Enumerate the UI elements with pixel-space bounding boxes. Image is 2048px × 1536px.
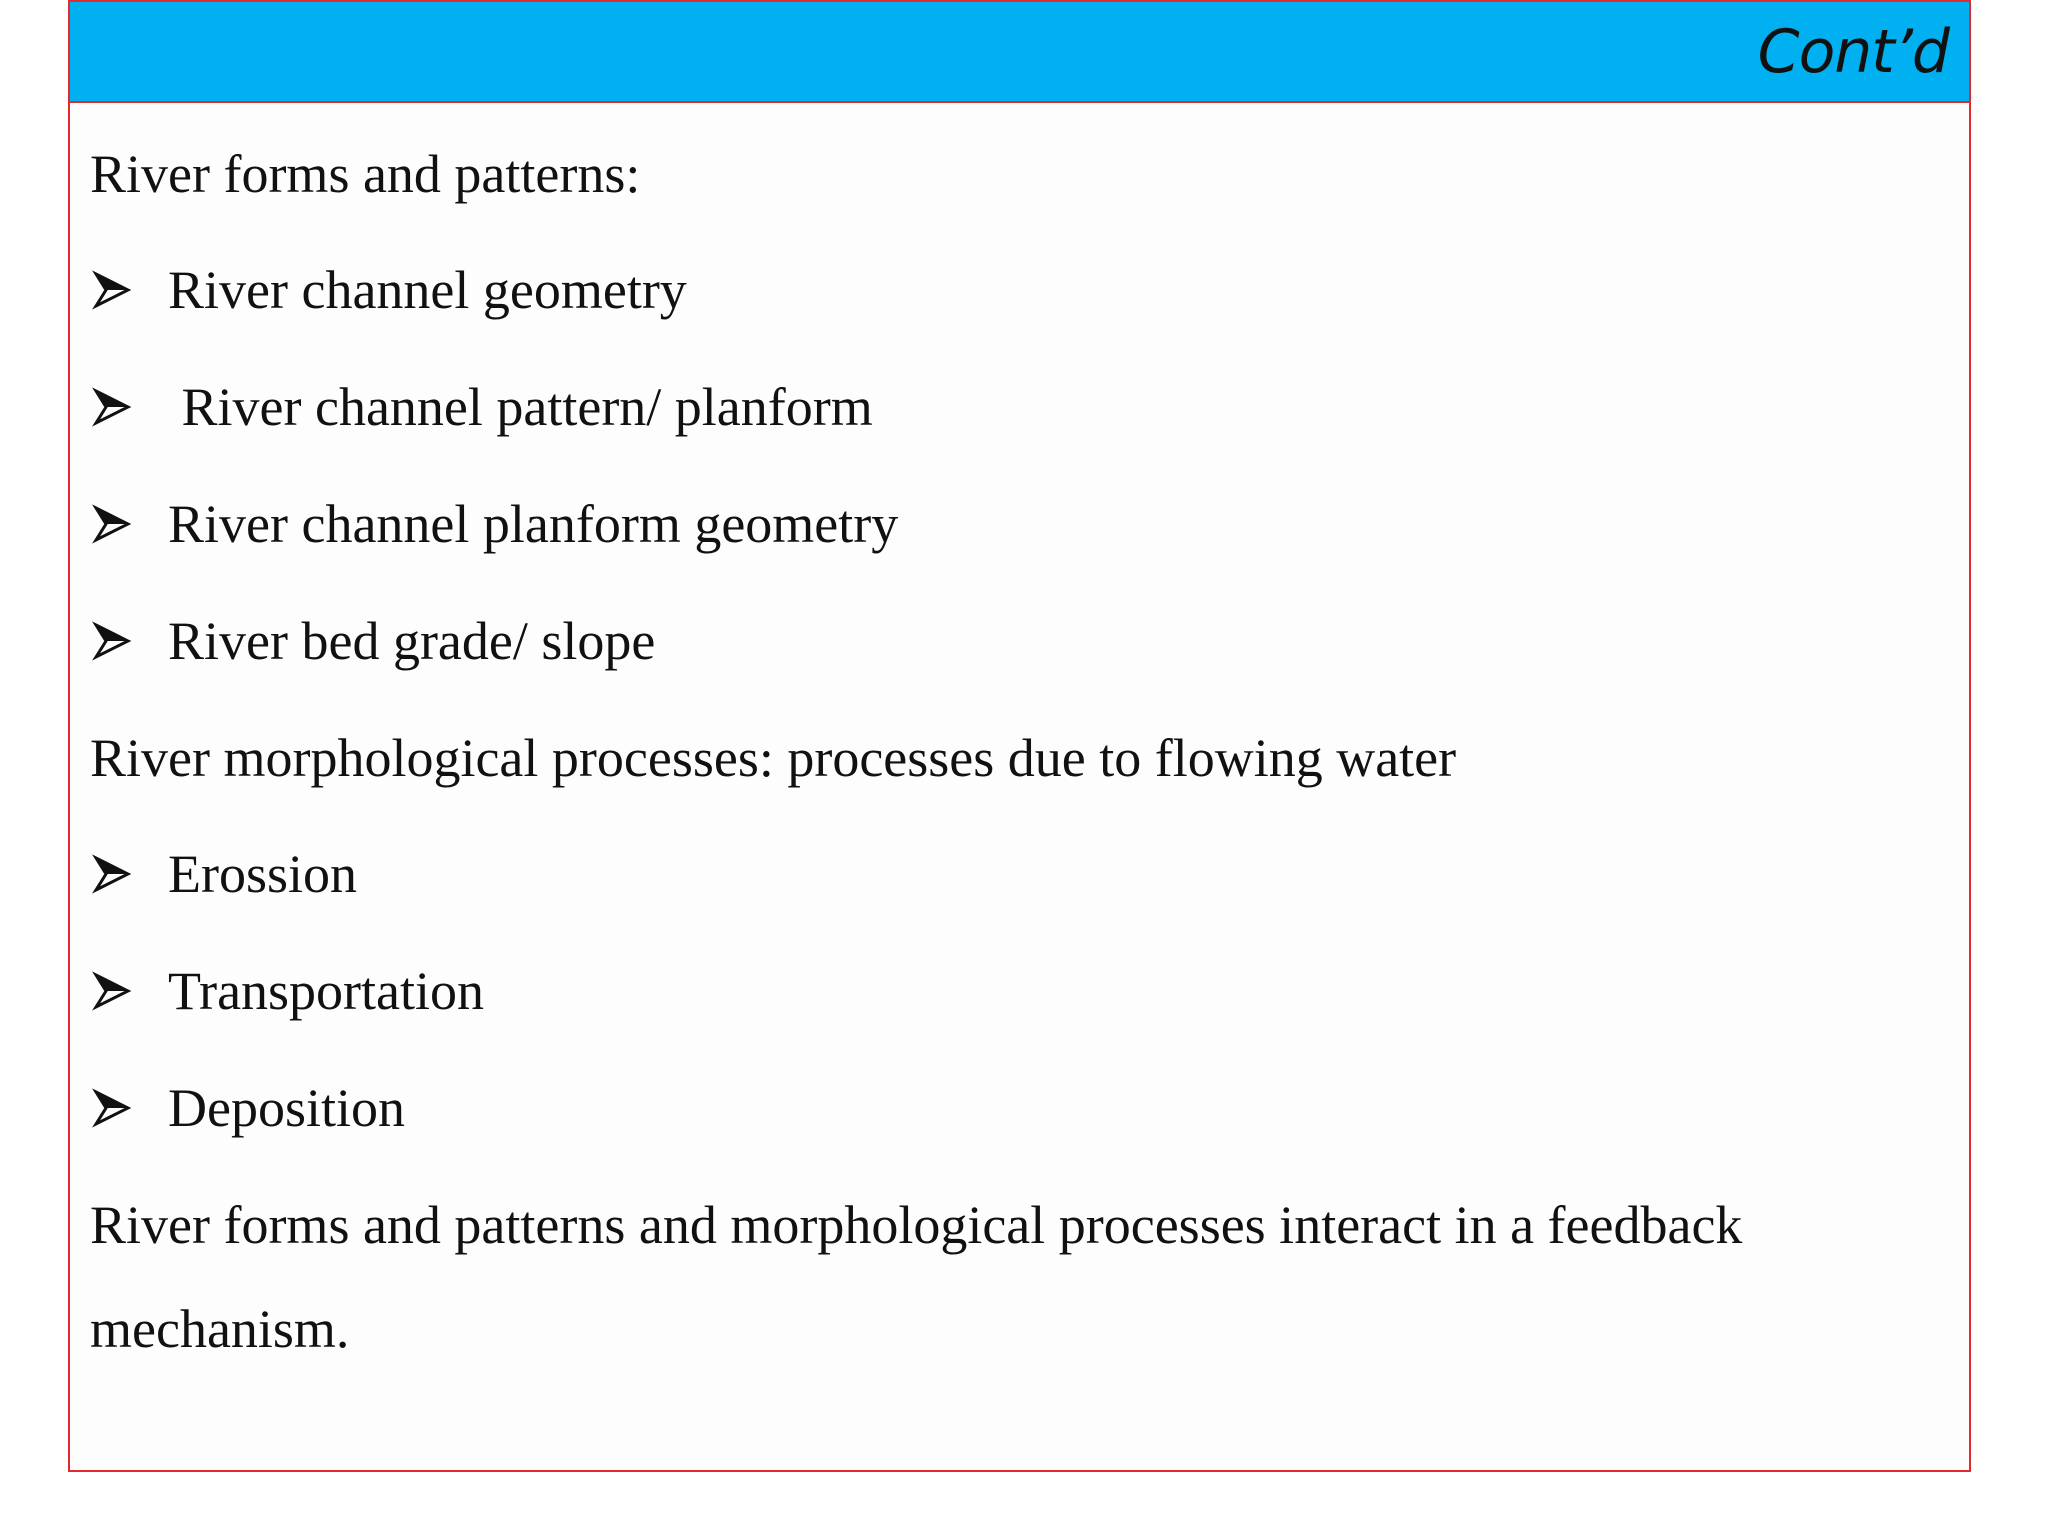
list-item-label: River channel geometry [168,260,687,320]
closing-text-line-2: mechanism. [90,1299,350,1359]
arrow-bullet-icon [92,854,132,894]
list-item-label: River channel pattern/ planform [168,377,873,437]
arrow-bullet-icon [92,1088,132,1128]
list-item-label: River bed grade/ slope [168,611,656,671]
list-item [90,959,484,1023]
slide-frame [68,0,1971,1472]
list-item-label: Transportation [168,961,485,1021]
arrow-bullet-icon [92,504,132,544]
heading-forms: River forms and patterns: [90,144,641,204]
list-item [90,609,655,673]
arrow-bullet-icon [92,387,132,427]
arrow-bullet-icon [92,621,132,661]
list-item-label: Erossion [168,844,357,904]
list-item-label: Deposition [168,1078,405,1138]
list-item [90,842,357,906]
arrow-bullet-icon [92,270,132,310]
list-item [90,492,898,556]
header-bar [70,2,1969,103]
list-item [90,258,687,322]
list-item [90,375,873,439]
closing-text-line-1: River forms and patterns and morphological processes interact in a feedback [90,1195,1743,1255]
slide-title: Cont’d [1757,17,1949,87]
heading-processes: River morphological processes: processes due to flowing water [90,728,1457,788]
list-item-label: River channel planform geometry [168,494,899,554]
arrow-bullet-icon [92,971,132,1011]
list-item [90,1076,405,1140]
